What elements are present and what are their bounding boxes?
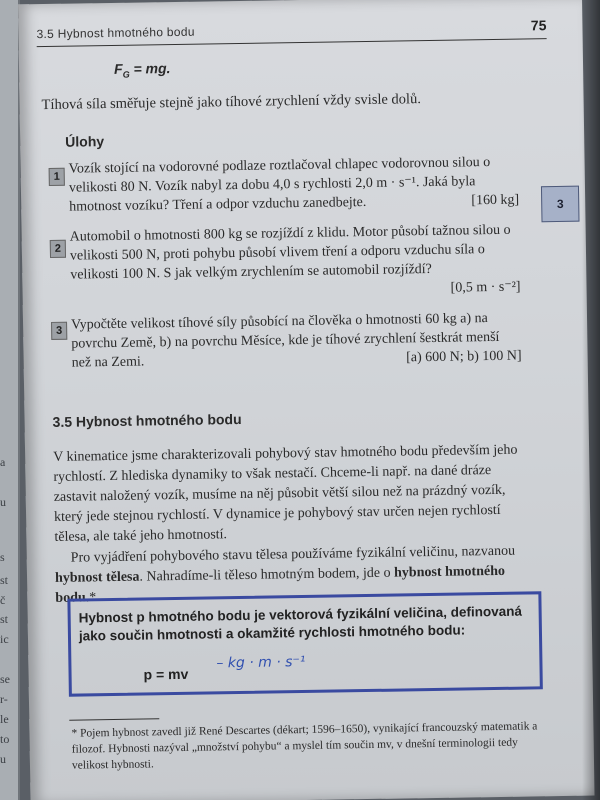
task-2-answer: [0,5 m · s⁻²] — [450, 279, 521, 296]
paragraph-2: Pro vyjádření pohybového stavu tělesa používáme fyzikální veličinu, nazvanou hybnost tělesa. Nahradíme-li těleso hmotným bodem, jde o hybnost hmotného bodu.* — [54, 543, 516, 606]
definition-box — [67, 591, 542, 696]
prev-page-fragment: a — [0, 455, 6, 469]
prev-page-fragment: st — [0, 573, 9, 587]
header-section-title: 3.5 Hybnost hmotného bodu — [36, 24, 195, 42]
task-number-badge: 2 — [50, 240, 66, 258]
prev-page-fragment: u — [0, 495, 6, 509]
paragraph-1: V kinematice jsme charakterizovali pohybový stav hmotného bodu především jeho rychlostí. Z hlediska dynamiky to však nestačí. Chceme-li např. na dané dráze zastavit naložený vozík, musíme na něj působit větší silou než na prázdný vozík, který jede stejnou rychlostí. V dynamice je pohybový stav určen nejen rychlostí tělesa, ale také jeho hmotností. — [53, 442, 518, 545]
footnote: * Pojem hybnost zavedl již René Descartes (dékart; 1596–1650), vynikající francouzský matematik a filozof. Hybnosti nazýval „množství pohybu“ a myslel tím součin mv, v dnešní terminologii tedy velikost hybnosti. — [71, 720, 538, 772]
prev-page-fragment: se — [0, 672, 10, 686]
task-1 — [68, 153, 519, 217]
task-1-text: Vozík stojící na vodorovné podlaze roztlačoval chlapec vodorovnou silou o velikosti 80 N. Vozík nabyl za dobu 4,0 s rychlosti 2,0 m · s⁻¹. Jaká byla hmotnost vozíku? Tření a odpor vzduchu zanedbejte. — [68, 155, 491, 215]
task-2-text: Automobil o hmotnosti 800 kg se rozjíždí z klidu. Motor působí tažnou silou o velikosti 500 N, proti pohybu působí vlivem tření a odporu vzduchu síla o velikosti 100 N. S jak velkým zrychlením se automobil rozjíždí? — [69, 222, 511, 283]
task-number-badge: 1 — [49, 168, 65, 186]
section-heading: 3.5 Hybnost hmotného bodu — [52, 410, 242, 430]
task-1-answer: [160 kg] — [471, 192, 520, 209]
gravity-formula: $F_G$ = mg. — [113, 60, 171, 80]
prev-page-fragment: u — [0, 752, 6, 766]
running-header — [36, 16, 546, 47]
page-number: 75 — [530, 17, 547, 34]
momentum-formula: p = mv — [143, 665, 189, 683]
prev-page-fragment: s — [0, 550, 5, 564]
gravity-direction-sentence: Tíhová síla směřuje stejně jako tíhové zrychlení vždy svisle dolů. — [41, 91, 422, 114]
footnote-rule — [69, 718, 159, 720]
task-2 — [70, 221, 521, 304]
prev-page-fragment: st — [0, 612, 9, 626]
textbook-page — [18, 0, 594, 800]
term-hybnost-telesa: hybnost tělesa — [54, 569, 140, 586]
definition-text: Hybnost p hmotného bodu je vektorová fyzikální veličina, definovaná jako součin hmotnosti a okamžité rychlosti hmotného bodu: — [78, 603, 523, 644]
task-number-badge: 3 — [51, 322, 67, 340]
prev-page-fragment: to — [0, 732, 10, 746]
task-3 — [71, 309, 522, 373]
term-hybnost-hmotneho-bodu: hybnost hmotného bodu — [55, 563, 506, 606]
prev-page-fragment: ic — [0, 632, 9, 646]
task-3-text: Vypočtěte velikost tíhové síly působící na člověka o hmotnosti 60 kg a) na povrchu Země, b) na povrchu Měsíce, kde je tíhové zrychlení šestkrát menší než na Zemi. — [70, 311, 500, 371]
task-3-answer: [a) 600 N; b) 100 N] — [406, 348, 522, 366]
tasks-heading: Úlohy — [65, 133, 105, 150]
prev-page-fragment: č — [0, 593, 6, 607]
handwritten-unit-note: – kg · m · s⁻¹ — [216, 653, 306, 672]
page-edge-shadow — [582, 0, 600, 800]
chapter-tab: 3 — [541, 186, 580, 223]
prev-page-fragment: le — [0, 712, 9, 726]
prev-page-fragment: r- — [0, 692, 8, 706]
